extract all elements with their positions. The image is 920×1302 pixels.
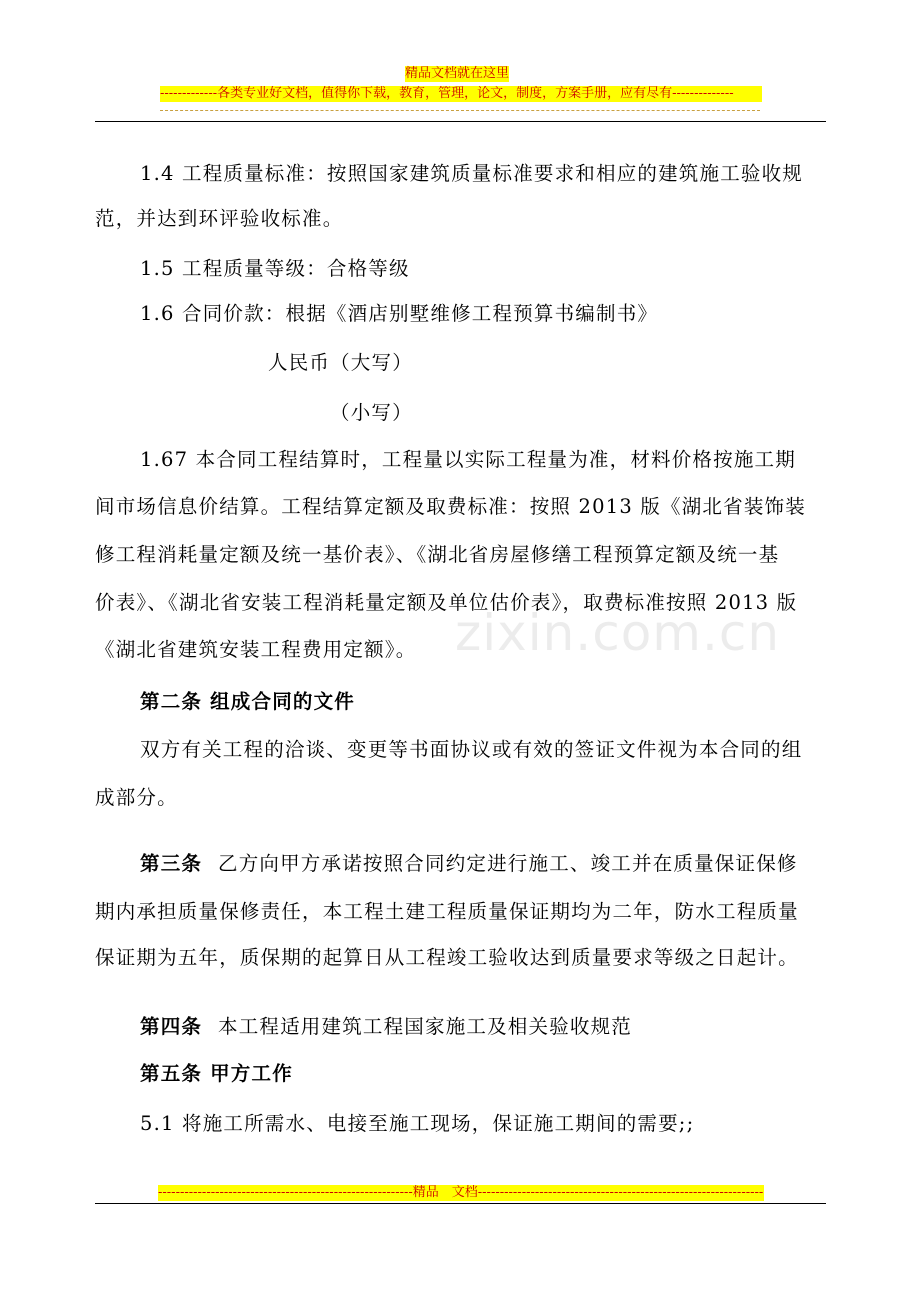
- article-2-body-line1: 双方有关工程的洽谈、变更等书面协议或有效的签证文件视为本合同的组: [140, 738, 803, 761]
- header-title: 精品文档就在这里: [405, 66, 510, 81]
- clause-1-6: 1.6 合同价款：根据《酒店别墅维修工程预算书编制书》: [140, 302, 659, 325]
- clause-1-5: 1.5 工程质量等级：合格等级: [140, 257, 410, 280]
- article-3-body-line1: 乙方向甲方承诺按照合同约定进行施工、竣工并在质量保证保修: [218, 852, 798, 875]
- watermark: zixin.com.cn: [455, 604, 781, 662]
- clause-1-67-line3: 修工程消耗量定额及统一基价表》、《湖北省房屋修缮工程预算定额及统一基: [95, 543, 780, 566]
- article-4-heading: 第四条: [140, 1015, 203, 1038]
- article-3-heading: 第三条: [140, 852, 203, 875]
- clause-1-4-line2: 范，并达到环评验收标准。: [95, 207, 344, 230]
- footer-label: ----------------------------------------------------------精品 文档-----------------------------------------------------------------: [158, 1185, 764, 1200]
- price-uppercase: 人民币（大写）: [268, 351, 413, 374]
- clause-1-67-line1: 1.67 本合同工程结算时，工程量以实际工程量为准，材料价格按施工期: [140, 448, 796, 471]
- article-2-body-line2: 成部分。: [95, 786, 178, 809]
- article-3-body-line2: 期内承担质量保修责任，本工程土建工程质量保证期均为二年，防水工程质量: [95, 900, 799, 923]
- header-dashed-line: [160, 110, 760, 111]
- article-2-title: 第二条 组成合同的文件: [140, 690, 355, 713]
- price-lowercase: （小写）: [330, 401, 413, 424]
- clause-1-4-line1: 1.4 工程质量标准：按照国家建筑质量标准要求和相应的建筑施工验收规: [140, 162, 804, 185]
- footer-rule: [95, 1203, 826, 1204]
- clause-1-67-line5: 《湖北省建筑安装工程费用定额》。: [95, 638, 417, 661]
- article-3-body-line3: 保证期为五年，质保期的起算日从工程竣工验收达到质量要求等级之日起计。: [95, 946, 799, 969]
- header-tagline: -------------各类专业好文档，值得你下载，教育，管理，论文，制度，方案手册，应有尽有--------------: [160, 86, 762, 102]
- article-4-body: 本工程适用建筑工程国家施工及相关验收规范: [218, 1015, 633, 1038]
- article-5-title: 第五条 甲方工作: [140, 1062, 293, 1085]
- clause-1-67-line2: 间市场信息价结算。工程结算定额及取费标准：按照 2013 版《湖北省装饰装: [95, 495, 806, 518]
- header-rule: [95, 121, 826, 122]
- clause-1-67-line4: 价表》、《湖北省安装工程消耗量定额及单位估价表》，取费标准按照 2013 版: [95, 591, 798, 614]
- clause-5-1: 5.1 将施工所需水、电接至施工现场，保证施工期间的需要;;: [140, 1112, 695, 1135]
